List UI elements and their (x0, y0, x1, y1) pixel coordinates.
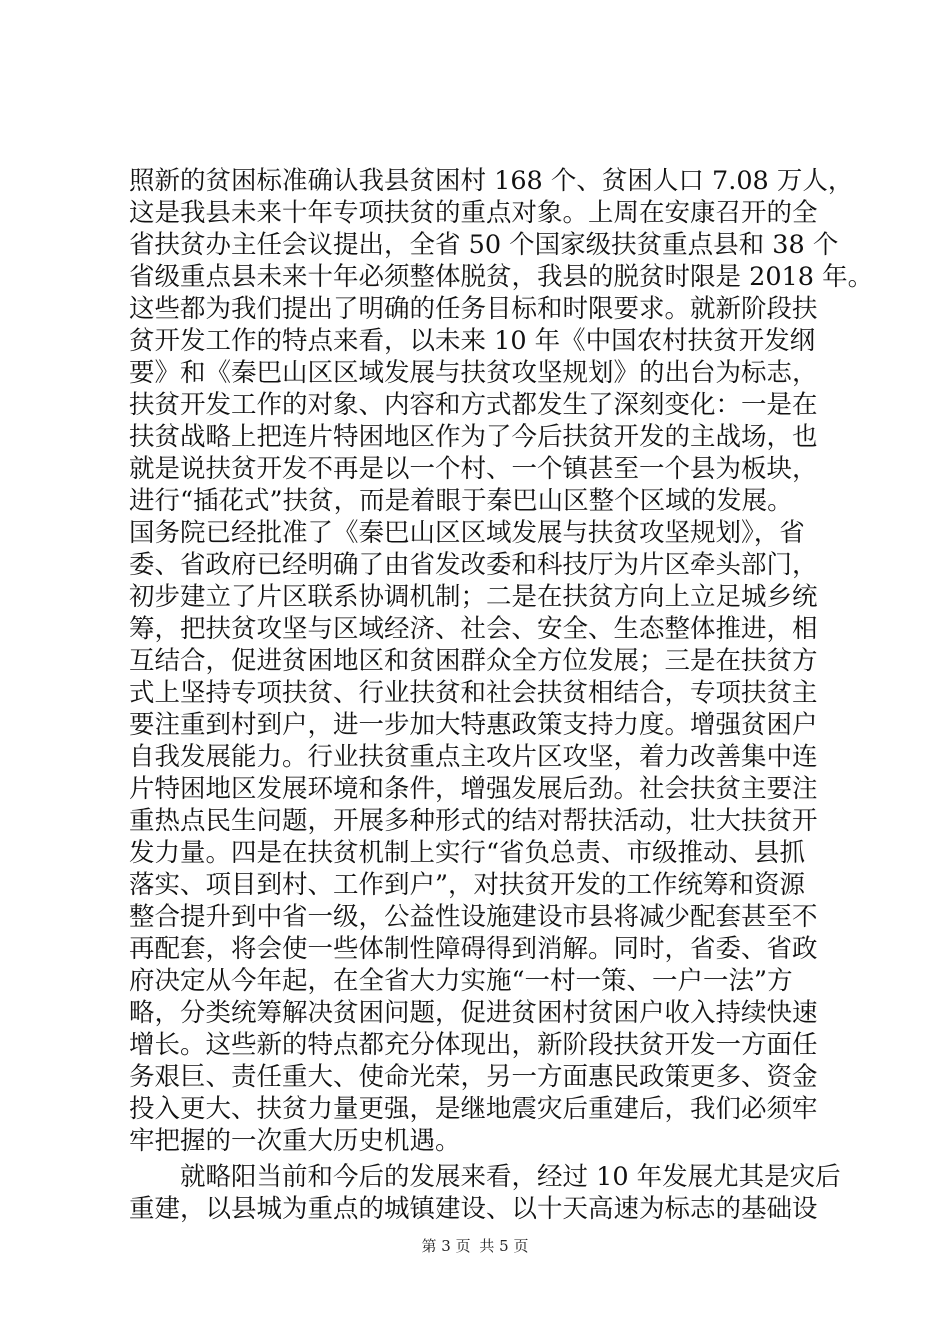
text-line: 落实、项目到村、工作到户”，对扶贫开发的工作统筹和资源 (129, 870, 806, 900)
text-line: 初步建立了片区联系协调机制；二是在扶贫方向上立足城乡统 (129, 582, 818, 612)
text-line: 要注重到村到户，进一步加大特惠政策支持力度。增强贫困户 (129, 710, 818, 740)
text-line: 重建，以县城为重点的城镇建设、以十天高速为标志的基础设 (129, 1194, 818, 1224)
text-line: 片特困地区发展环境和条件，增强发展后劲。社会扶贫主要注 (129, 774, 818, 804)
text-line: 略，分类统筹解决贫困问题，促进贫困村贫困户收入持续快速 (129, 998, 818, 1028)
text-line: 这些都为我们提出了明确的任务目标和时限要求。就新阶段扶 (129, 294, 818, 324)
text-line: 就是说扶贫开发不再是以一个村、一个镇甚至一个县为板块， (129, 454, 818, 484)
page-footer (0, 1236, 950, 1256)
text-line: 务艰巨、责任重大、使命光荣，另一方面惠民政策更多、资金 (129, 1062, 818, 1092)
text-line: 扶贫战略上把连片特困地区作为了今后扶贫开发的主战场，也 (129, 422, 818, 452)
text-line: 自我发展能力。行业扶贫重点主攻片区攻坚，着力改善集中连 (129, 742, 818, 772)
text-line: 发力量。四是在扶贫机制上实行“省负总责、市级推动、县抓 (129, 838, 806, 868)
text-line: 扶贫开发工作的对象、内容和方式都发生了深刻变化：一是在 (129, 390, 818, 420)
text-line: 省扶贫办主任会议提出，全省 50 个国家级扶贫重点县和 38 个 (129, 230, 839, 260)
page-total: 共 5 页 (479, 1237, 529, 1255)
text-line: 增长。这些新的特点都充分体现出，新阶段扶贫开发一方面任 (129, 1030, 818, 1060)
text-line: 式上坚持专项扶贫、行业扶贫和社会扶贫相结合，专项扶贫主 (129, 678, 818, 708)
text-line: 筹，把扶贫攻坚与区域经济、社会、安全、生态整体推进，相 (129, 614, 818, 644)
text-line: 投入更大、扶贫力量更强，是继地震灾后重建后，我们必须牢 (129, 1094, 818, 1124)
text-line: 照新的贫困标准确认我县贫困村 168 个、贫困人口 7.08 万人， (129, 166, 854, 196)
paragraph-1 (129, 165, 874, 1157)
text-line: 委、省政府已经明确了由省发改委和科技厅为片区牵头部门， (129, 550, 818, 580)
page-number: 第 3 页 (421, 1237, 471, 1255)
text-line: 这是我县未来十年专项扶贫的重点对象。上周在安康召开的全 (129, 198, 818, 228)
paragraph-2 (129, 1161, 841, 1225)
text-line: 省级重点县未来十年必须整体脱贫，我县的脱贫时限是 2018 年。 (129, 262, 874, 292)
text-line: 就略阳当前和今后的发展来看，经过 10 年发展尤其是灾后 (129, 1162, 841, 1192)
text-line: 牢把握的一次重大历史机遇。 (129, 1126, 461, 1156)
text-line: 整合提升到中省一级，公益性设施建设市县将减少配套甚至不 (129, 902, 818, 932)
document-body (129, 165, 874, 1225)
text-line: 再配套，将会使一些体制性障碍得到消解。同时，省委、省政 (129, 934, 818, 964)
text-line: 府决定从今年起，在全省大力实施“一村一策、一户一法”方 (129, 966, 793, 996)
text-line: 互结合，促进贫困地区和贫困群众全方位发展；三是在扶贫方 (129, 646, 818, 676)
text-line: 进行“插花式”扶贫，而是着眼于秦巴山区整个区域的发展。 (129, 486, 793, 516)
text-line: 贫开发工作的特点来看，以未来 10 年《中国农村扶贫开发纲 (129, 326, 816, 356)
text-line: 国务院已经批准了《秦巴山区区域发展与扶贫攻坚规划》，省 (129, 518, 805, 548)
text-line: 要》和《秦巴山区区域发展与扶贫攻坚规划》的出台为标志， (129, 358, 818, 388)
text-line: 重热点民生问题，开展多种形式的结对帮扶活动，壮大扶贫开 (129, 806, 818, 836)
